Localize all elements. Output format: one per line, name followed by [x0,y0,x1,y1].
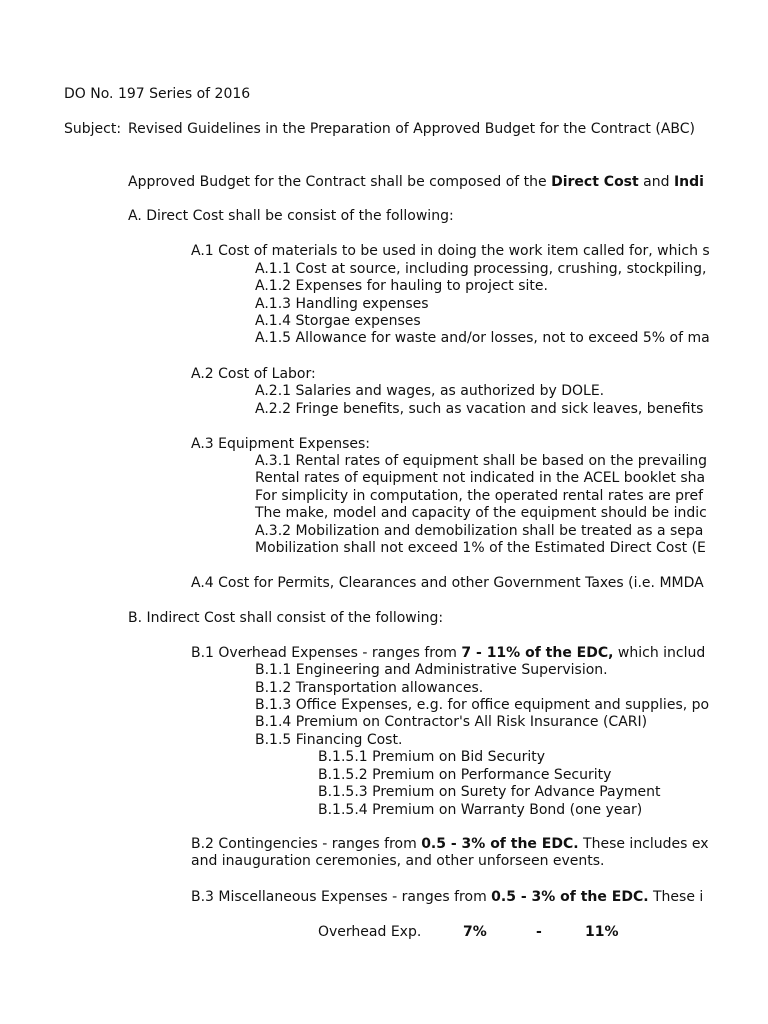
a4-heading: A.4 Cost for Permits, Clearances and other Government Taxes (i.e. MMDA [191,575,704,591]
b1-item: B.1.2 Transportation allowances. [255,680,484,696]
intro-bold-direct-cost: Direct Cost [551,174,639,190]
a1-heading: A.1 Cost of materials to be used in doing the work item called for, which s [191,243,710,259]
summary-high: 11% [585,924,619,940]
a1-item: A.1.5 Allowance for waste and/or losses, not to exceed 5% of ma [255,330,710,346]
b1-bold-range: 7 - 11% of the EDC, [461,645,614,661]
b1-heading [191,645,705,662]
a1-item: A.1.4 Storgae expenses [255,313,421,329]
b2-text-after: These includes ex [578,836,709,852]
a3-item: The make, model and capacity of the equipment should be indic [255,505,707,521]
b1-item: B.1.4 Premium on Contractor's All Risk Insurance (CARI) [255,714,648,730]
a3-item: For simplicity in computation, the operated rental rates are pref [255,488,704,504]
intro-text-and: and [638,174,674,190]
a1-item: A.1.3 Handling expenses [255,296,429,312]
do-number: DO No. 197 Series of 2016 [64,86,251,102]
b1-text-after: which includ [613,645,706,661]
b2-heading [191,836,709,853]
summary-label: Overhead Exp. [318,924,422,940]
section-b-heading: B. Indirect Cost shall consist of the following: [128,610,444,626]
subject-label: Subject: [64,121,122,137]
b3-bold-range: 0.5 - 3% of the EDC. [491,889,649,905]
b2-text: B.2 Contingencies - ranges from [191,836,422,852]
intro-bold-indirect-cost: Indi [673,174,704,190]
b1-text: B.1 Overhead Expenses - ranges from [191,645,462,661]
a3-heading: A.3 Equipment Expenses: [191,436,371,452]
intro-text: Approved Budget for the Contract shall be composed of the [128,174,552,190]
a1-item: A.1.1 Cost at source, including processing, crushing, stockpiling, [255,261,707,277]
a3-item: Mobilization shall not exceed 1% of the Estimated Direct Cost (E [255,540,706,556]
b2-line-2: and inauguration ceremonies, and other unforseen events. [191,853,605,869]
summary-low: 7% [463,924,487,940]
a3-item: A.3.1 Rental rates of equipment shall be based on the prevailing [255,453,708,469]
summary-dash: - [536,924,542,940]
section-a-heading: A. Direct Cost shall be consist of the following: [128,208,454,224]
b3-heading [191,889,703,906]
b2-bold-range: 0.5 - 3% of the EDC. [421,836,579,852]
a1-item: A.1.2 Expenses for hauling to project site. [255,278,548,294]
b15-subitem: B.1.5.3 Premium on Surety for Advance Payment [318,784,661,800]
a2-heading: A.2 Cost of Labor: [191,366,316,382]
b3-text: B.3 Miscellaneous Expenses - ranges from [191,889,492,905]
b15-subitem: B.1.5.1 Premium on Bid Security [318,749,546,765]
b1-item: B.1.3 Office Expenses, e.g. for office equipment and supplies, po [255,697,710,713]
b1-item: B.1.1 Engineering and Administrative Supervision. [255,662,608,678]
a3-item: Rental rates of equipment not indicated in the ACEL booklet sha [255,470,706,486]
a2-item: A.2.1 Salaries and wages, as authorized by DOLE. [255,383,605,399]
b3-text-after: These i [648,889,704,905]
subject-text: Revised Guidelines in the Preparation of Approved Budget for the Contract (ABC) [128,121,695,137]
a2-item: A.2.2 Fringe benefits, such as vacation and sick leaves, benefits [255,401,704,417]
a3-item: A.3.2 Mobilization and demobilization shall be treated as a sepa [255,523,704,539]
b15-subitem: B.1.5.4 Premium on Warranty Bond (one year) [318,802,643,818]
b1-item: B.1.5 Financing Cost. [255,732,403,748]
intro-paragraph [128,174,704,191]
b15-subitem: B.1.5.2 Premium on Performance Security [318,767,612,783]
